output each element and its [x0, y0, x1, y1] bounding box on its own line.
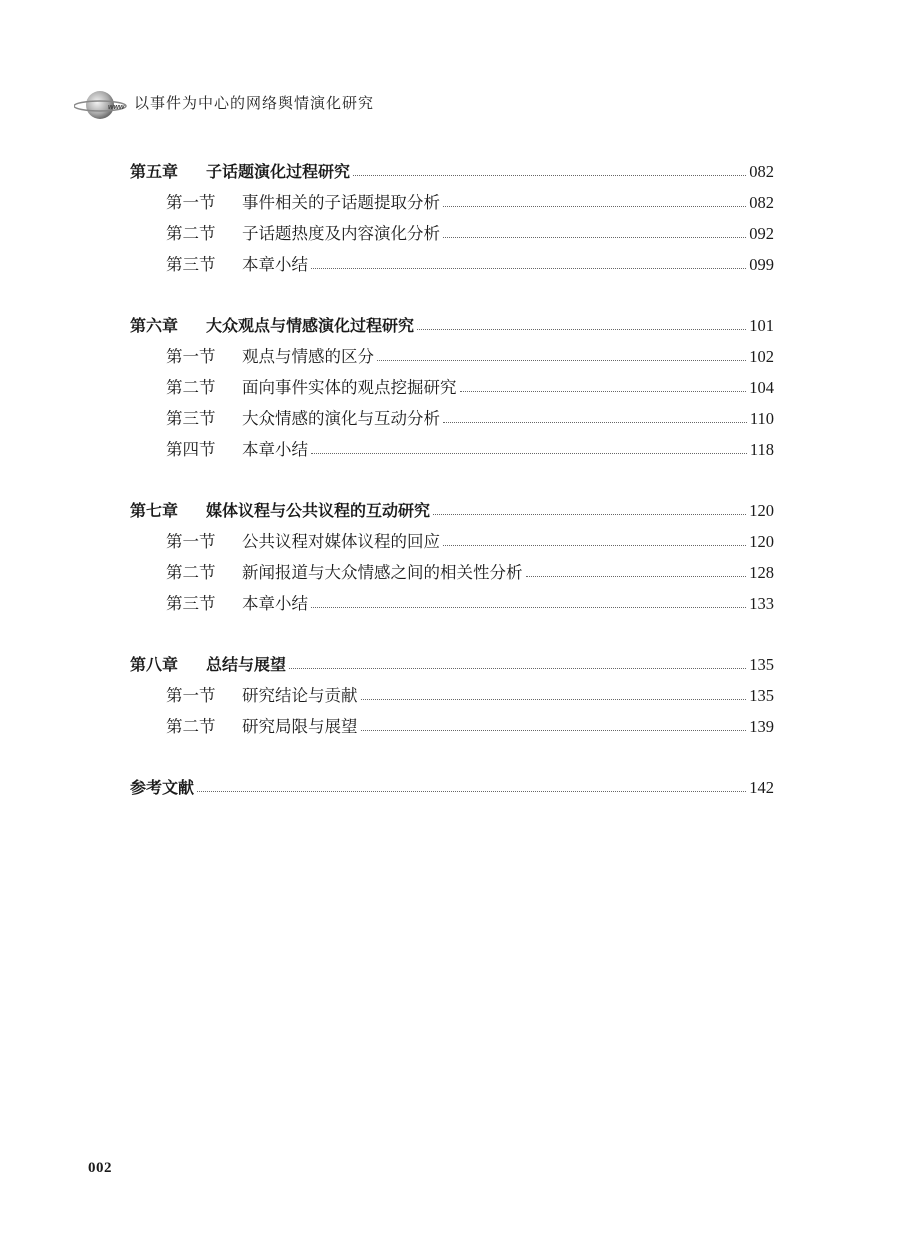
- toc-entry-page: 082: [749, 193, 774, 212]
- toc-entry-number: 第一节: [166, 532, 216, 551]
- toc-entry-title: 大众观点与情感演化过程研究: [206, 316, 415, 335]
- toc-entry-page: 104: [749, 378, 774, 397]
- toc-section-entry: [166, 528, 774, 552]
- dot-leader: [526, 575, 747, 577]
- toc-chapter-entry: [130, 158, 774, 182]
- dot-leader: [377, 359, 746, 361]
- toc-entry-number: 第三节: [166, 409, 216, 428]
- toc-entry-number: 第二节: [166, 563, 216, 582]
- dot-leader: [433, 513, 746, 515]
- toc-entry-title: 大众情感的演化与互动分析: [242, 409, 440, 428]
- toc-entry-title: 新闻报道与大众情感之间的相关性分析: [242, 563, 523, 582]
- toc-entry-title: 本章小结: [242, 255, 308, 274]
- dot-leader: [443, 236, 746, 238]
- running-header: [74, 88, 514, 122]
- dot-leader: [443, 544, 746, 546]
- dot-leader: [311, 606, 746, 608]
- toc-section-entry: [166, 189, 774, 213]
- dot-leader: [417, 328, 746, 330]
- toc-entry-page: 133: [749, 594, 774, 613]
- toc-entry-number: 第八章: [130, 655, 179, 674]
- toc-entry-title: 研究结论与贡献: [242, 686, 358, 705]
- toc-section-entry: [166, 559, 774, 583]
- toc-entry-number: 第二节: [166, 717, 216, 736]
- dot-leader: [353, 174, 746, 176]
- toc-section-entry: [166, 590, 774, 614]
- toc-entry-number: 第三节: [166, 255, 216, 274]
- toc-section-entry: [166, 251, 774, 275]
- toc-entry-title: 公共议程对媒体议程的回应: [242, 532, 440, 551]
- globe-logo-icon: [74, 88, 130, 122]
- dot-leader: [361, 698, 747, 700]
- toc-chapter-entry: [130, 774, 774, 798]
- toc-entry-page: 139: [749, 717, 774, 736]
- toc-chapter-entry: [130, 651, 774, 675]
- toc-entry-number: 第七章: [130, 501, 179, 520]
- toc-entry-title: 事件相关的子话题提取分析: [242, 193, 440, 212]
- toc-entry-title: 子话题演化过程研究: [206, 162, 351, 181]
- page-number: 002: [88, 1160, 112, 1176]
- toc-section-entry: [166, 682, 774, 706]
- toc-section-entry: [166, 405, 774, 429]
- toc-entry-title: 观点与情感的区分: [242, 347, 374, 366]
- toc-entry-number: 第一节: [166, 347, 216, 366]
- toc-entry-title: 子话题热度及内容演化分析: [242, 224, 440, 243]
- toc-entry-title: 本章小结: [242, 440, 308, 459]
- dot-leader: [197, 790, 746, 792]
- dot-leader: [311, 267, 746, 269]
- toc-entry-number: 第四节: [166, 440, 216, 459]
- toc-entry-page: 118: [749, 440, 774, 459]
- toc-entry-page: 128: [749, 563, 774, 582]
- toc-entry-title: 研究局限与展望: [242, 717, 358, 736]
- toc-chapter-entry: [130, 312, 774, 336]
- dot-leader: [289, 667, 746, 669]
- toc-entry-page: 102: [749, 347, 774, 366]
- toc-entry-number: 第一节: [166, 686, 216, 705]
- toc-section-entry: [166, 374, 774, 398]
- toc-entry-title: 总结与展望: [206, 655, 287, 674]
- toc-entry-number: 第三节: [166, 594, 216, 613]
- dot-leader: [460, 390, 747, 392]
- toc-chapter-entry: [130, 497, 774, 521]
- toc-entry-number: 第二节: [166, 378, 216, 397]
- toc-entry-number: 第六章: [130, 316, 179, 335]
- toc-entry-page: 120: [749, 501, 774, 520]
- dot-leader: [443, 205, 746, 207]
- toc-entry-page: 099: [749, 255, 774, 274]
- toc-section-entry: [166, 220, 774, 244]
- dot-leader: [361, 729, 747, 731]
- logo-text: www: [108, 104, 125, 111]
- toc-section-entry: [166, 713, 774, 737]
- toc-entry-page: 120: [749, 532, 774, 551]
- header-title: 以事件为中心的网络舆情演化研究: [134, 94, 375, 112]
- toc-entry-page: 082: [749, 162, 774, 181]
- toc-entry-number: 第五章: [130, 162, 179, 181]
- toc-entry-page: 092: [749, 224, 774, 243]
- toc-entry-page: 101: [749, 316, 774, 335]
- dot-leader: [443, 421, 747, 423]
- toc-section-entry: [166, 436, 774, 460]
- toc-entry-page: 135: [749, 655, 774, 674]
- dot-leader: [311, 452, 747, 454]
- toc-section-entry: [166, 343, 774, 367]
- toc-entry-page: 135: [749, 686, 774, 705]
- toc-entry-title: 面向事件实体的观点挖掘研究: [242, 378, 457, 397]
- toc-entry-page: 110: [749, 409, 774, 428]
- toc-entry-title: 参考文献: [130, 778, 195, 797]
- toc-entry-number: 第一节: [166, 193, 216, 212]
- toc-entry-page: 142: [749, 778, 774, 797]
- toc-entry-title: 媒体议程与公共议程的互动研究: [206, 501, 431, 520]
- toc-entry-title: 本章小结: [242, 594, 308, 613]
- toc-entry-number: 第二节: [166, 224, 216, 243]
